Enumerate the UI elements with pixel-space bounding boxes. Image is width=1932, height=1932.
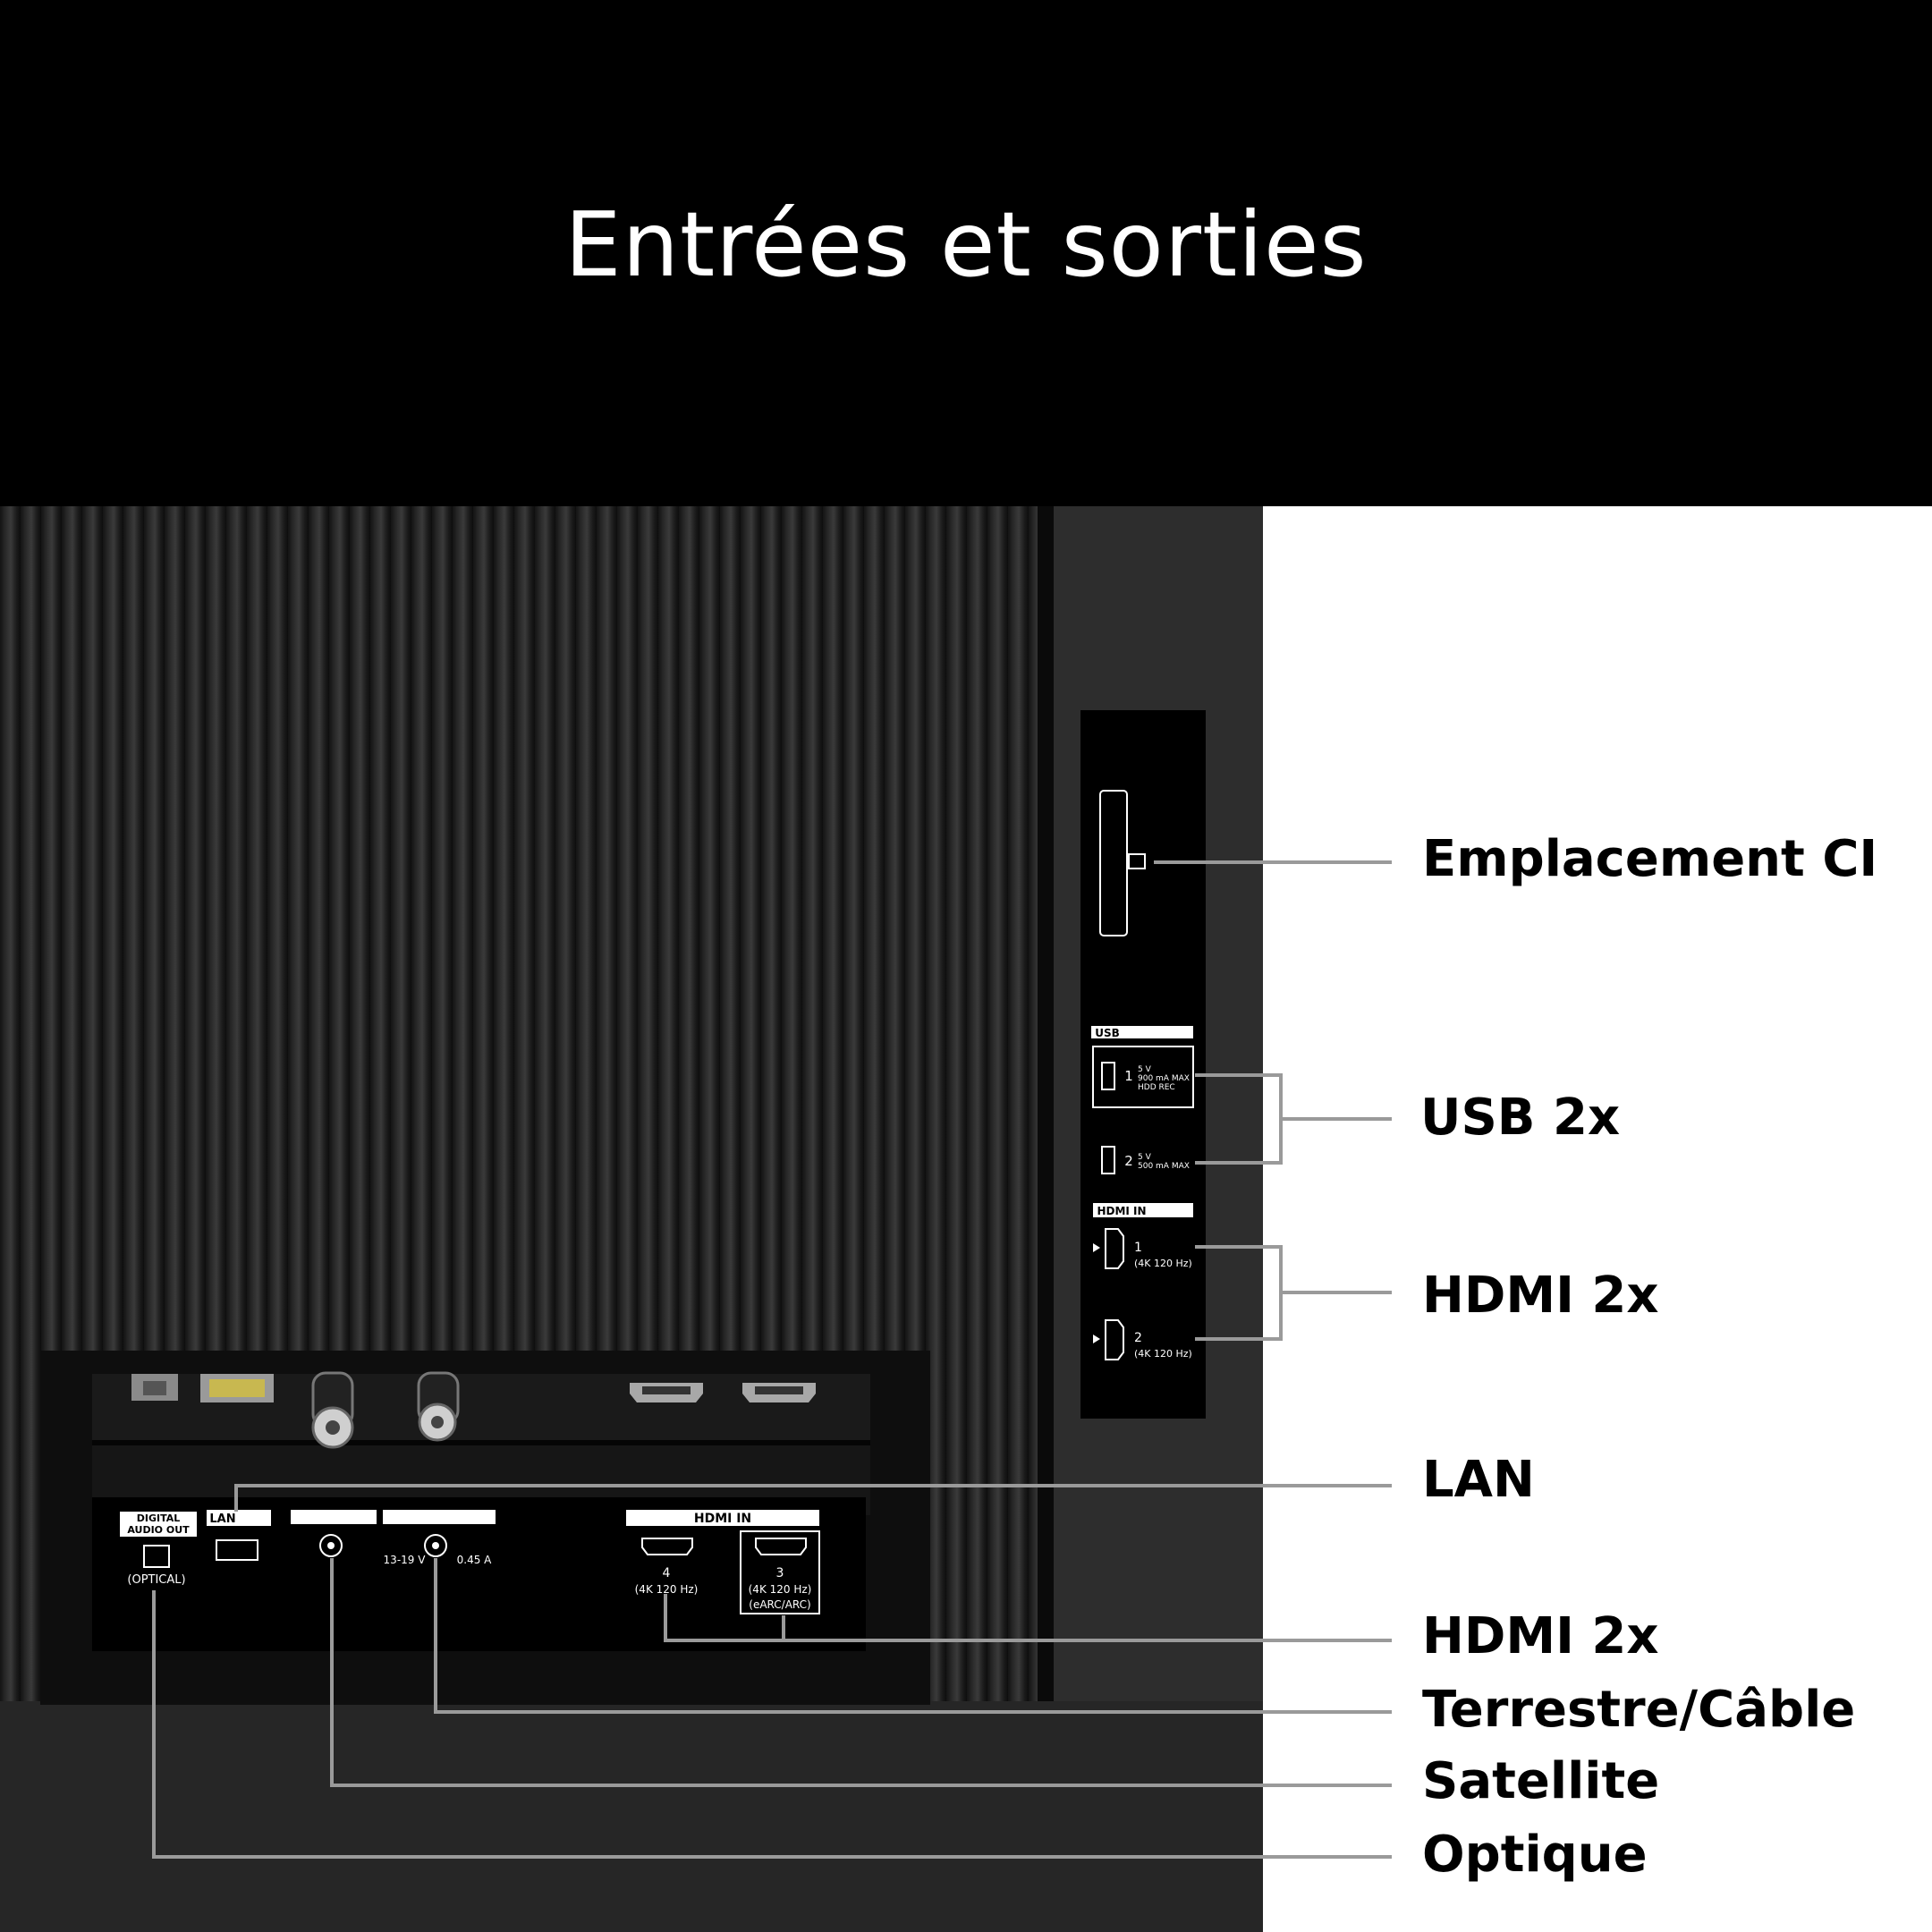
hdmi4-port-icon	[642, 1538, 692, 1555]
callout-ci-slot: Emplacement CI	[1422, 830, 1878, 888]
usb1-current: 900 mA MAX	[1138, 1074, 1190, 1083]
hdmi2-port-icon	[1106, 1320, 1123, 1360]
usb1-port-icon	[1102, 1063, 1114, 1089]
hdmi1-number: 1	[1134, 1241, 1142, 1255]
hdmi4-number: 4	[662, 1566, 671, 1580]
leader-hdmi-side	[1195, 1247, 1392, 1339]
leader-lan	[236, 1486, 1392, 1512]
terrestrial-connector-physical	[419, 1373, 458, 1440]
hdmi-bottom-header: HDMI IN	[693, 1512, 752, 1526]
leader-satellite	[332, 1558, 1392, 1785]
hdmi3-spec: (4K 120 Hz)	[748, 1583, 812, 1596]
usb2-current: 500 mA MAX	[1138, 1162, 1190, 1171]
callout-optical: Optique	[1422, 1826, 1648, 1884]
hdmi3-number: 3	[775, 1566, 784, 1580]
usb2-spec: 5 V	[1138, 1153, 1151, 1162]
terrestrial-label-box	[383, 1510, 496, 1524]
callout-terrestrial: Terrestre/Câble	[1422, 1681, 1856, 1739]
optical-port-icon	[144, 1546, 169, 1567]
ci-slot-icon	[1129, 854, 1145, 869]
hdmi4-port-physical	[630, 1383, 703, 1402]
hdmi2-arrow-icon	[1093, 1335, 1100, 1343]
hdmi1-port-icon	[1106, 1229, 1123, 1268]
hdmi3-port-icon	[756, 1538, 806, 1555]
leader-optical	[154, 1590, 1392, 1857]
leader-terrestrial	[436, 1558, 1392, 1712]
hdmi1-spec: (4K 120 Hz)	[1134, 1258, 1192, 1269]
usb1-number: 1	[1124, 1068, 1133, 1084]
callout-lan: LAN	[1422, 1451, 1535, 1509]
leader-usb	[1195, 1075, 1392, 1163]
callout-hdmi-bottom: HDMI 2x	[1422, 1607, 1659, 1665]
hdmi-side-header: HDMI IN	[1097, 1205, 1147, 1217]
terrestrial-spec-a: 0.45 A	[456, 1554, 492, 1566]
usb-header: USB	[1095, 1027, 1120, 1039]
digital-audio-line1: DIGITAL	[136, 1513, 181, 1524]
callout-hdmi-side: HDMI 2x	[1422, 1267, 1659, 1325]
callout-satellite: Satellite	[1422, 1752, 1660, 1810]
optical-port-physical	[131, 1374, 178, 1401]
callout-usb: USB 2x	[1420, 1089, 1621, 1147]
hdmi3-port-physical	[742, 1383, 816, 1402]
lan-port-icon	[216, 1540, 258, 1560]
optical-label: (OPTICAL)	[127, 1573, 186, 1587]
digital-audio-line2: AUDIO OUT	[127, 1524, 190, 1536]
hdmi2-spec: (4K 120 Hz)	[1134, 1348, 1192, 1360]
lan-panel-label: LAN	[209, 1513, 236, 1526]
usb2-port-icon	[1102, 1147, 1114, 1174]
usb2-number: 2	[1124, 1153, 1133, 1169]
satellite-label-box	[291, 1510, 377, 1524]
usb1-spec: 5 V	[1138, 1065, 1151, 1074]
satellite-connector-physical	[313, 1373, 352, 1447]
hdmi1-arrow-icon	[1093, 1243, 1100, 1252]
ci-slot-outline	[1100, 791, 1127, 936]
hdmi3-note: (eARC/ARC)	[749, 1598, 811, 1611]
lan-port-physical	[200, 1374, 274, 1402]
terrestrial-spec-v: 13-19 V	[383, 1554, 426, 1566]
hdmi2-number: 2	[1134, 1331, 1142, 1345]
page-title: Entrées et sorties	[564, 192, 1368, 297]
hdmi4-spec: (4K 120 Hz)	[634, 1583, 699, 1596]
usb1-note: HDD REC	[1138, 1083, 1175, 1092]
